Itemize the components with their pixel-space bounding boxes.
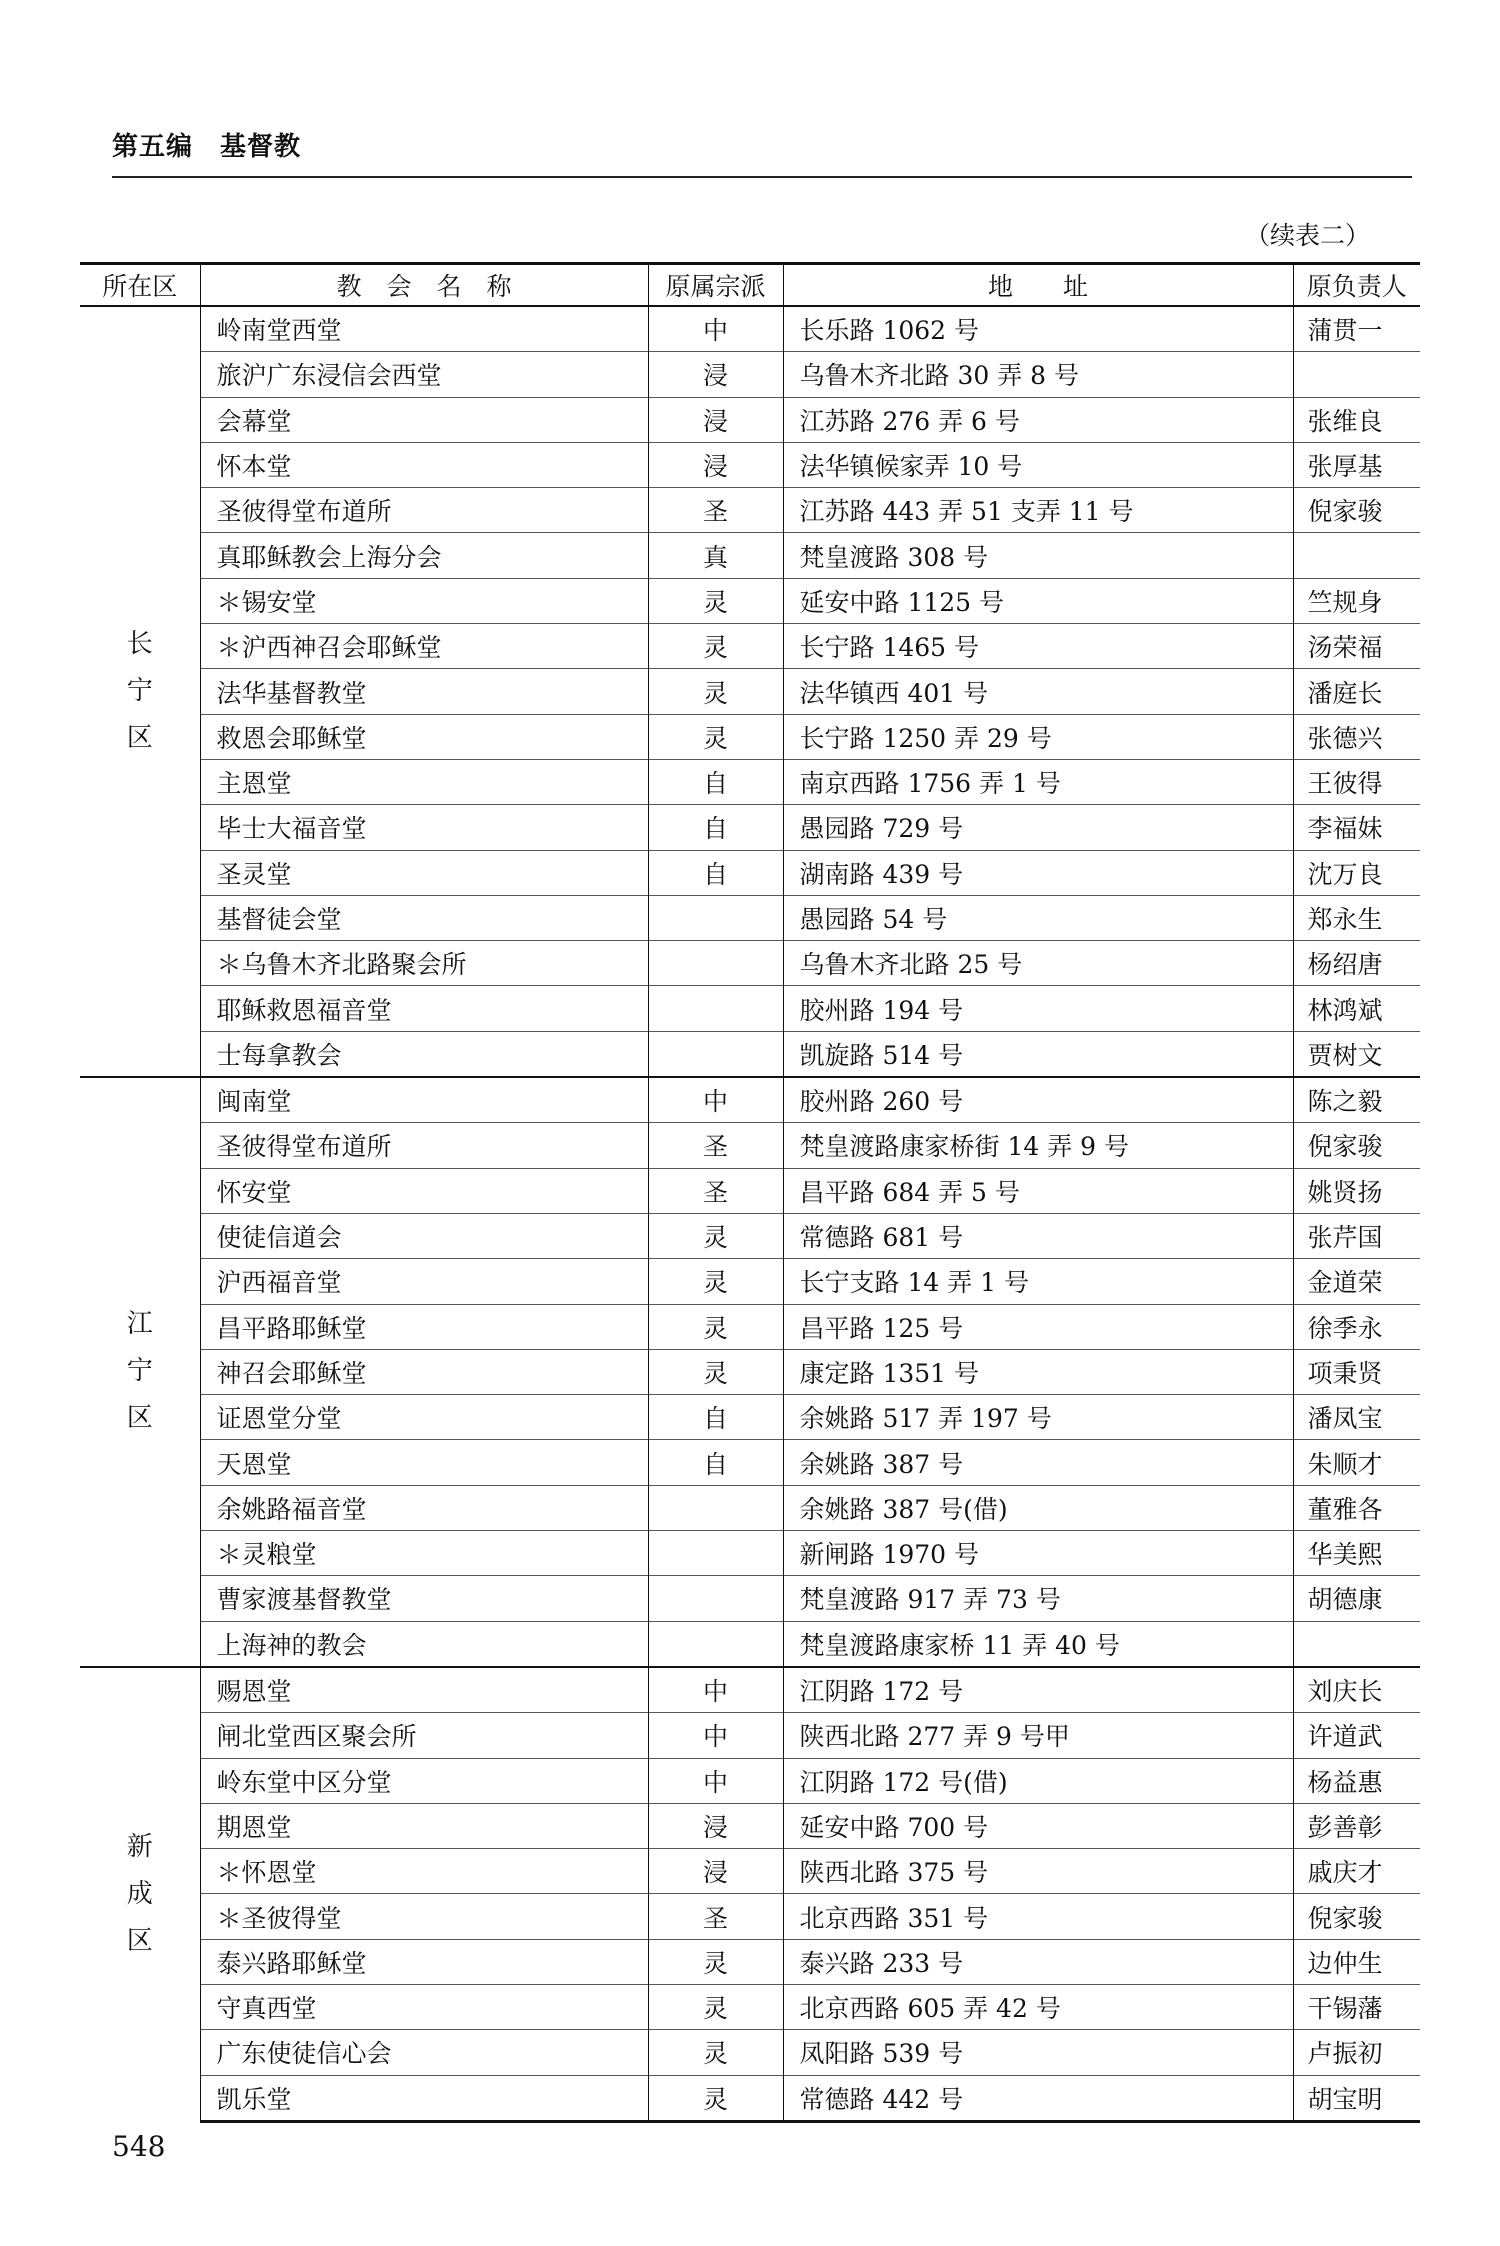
person-in-charge-cell: 张德兴: [1293, 714, 1420, 759]
address-cell: 凤阳路 539 号: [783, 2030, 1293, 2075]
table-row: [80, 805, 1420, 850]
person-in-charge-cell: 陈之毅: [1293, 1077, 1420, 1123]
address-cell: 常德路 681 号: [783, 1213, 1293, 1258]
address-cell: 余姚路 387 号(借): [783, 1485, 1293, 1530]
table-row: [80, 488, 1420, 533]
church-name-cell: 岭南堂西堂: [200, 306, 648, 352]
person-in-charge-cell: 胡宝明: [1293, 2075, 1420, 2121]
denomination-cell: [648, 1531, 783, 1576]
address-cell: 江苏路 443 弄 51 支弄 11 号: [783, 488, 1293, 533]
address-cell: 新闸路 1970 号: [783, 1531, 1293, 1576]
church-name-cell: 闸北堂西区聚会所: [200, 1713, 648, 1758]
address-cell: 延安中路 700 号: [783, 1803, 1293, 1848]
table-row: [80, 1984, 1420, 2029]
person-in-charge-cell: 朱顺才: [1293, 1440, 1420, 1485]
denomination-cell: 灵: [648, 714, 783, 759]
table-row: [80, 1667, 1420, 1713]
church-name-cell: 圣彼得堂布道所: [200, 1123, 648, 1168]
church-name-cell: 圣灵堂: [200, 850, 648, 895]
table-row: [80, 895, 1420, 940]
denomination-cell: 自: [648, 805, 783, 850]
church-name-cell: 怀安堂: [200, 1168, 648, 1213]
person-in-charge-cell: 彭善彰: [1293, 1803, 1420, 1848]
table-row: [80, 1440, 1420, 1485]
person-in-charge-cell: 潘庭长: [1293, 669, 1420, 714]
person-in-charge-cell: 华美熙: [1293, 1531, 1420, 1576]
denomination-cell: 灵: [648, 2075, 783, 2121]
denomination-cell: 中: [648, 306, 783, 352]
table-row: [80, 1758, 1420, 1803]
table-row: [80, 1123, 1420, 1168]
church-name-cell: 期恩堂: [200, 1803, 648, 1848]
district-label-char: 江: [126, 1309, 153, 1340]
address-cell: 江阴路 172 号(借): [783, 1758, 1293, 1803]
table-row: [80, 306, 1420, 352]
address-cell: 江苏路 276 弄 6 号: [783, 397, 1293, 442]
address-cell: 江阴路 172 号: [783, 1667, 1293, 1713]
district-label-char: 宁: [126, 1356, 153, 1387]
address-cell: 昌平路 684 弄 5 号: [783, 1168, 1293, 1213]
address-cell: 愚园路 729 号: [783, 805, 1293, 850]
table-row: [80, 1621, 1420, 1667]
district-label-char: 新: [126, 1832, 153, 1863]
table-row: [80, 1531, 1420, 1576]
denomination-cell: [648, 1031, 783, 1077]
denomination-cell: 灵: [648, 2030, 783, 2075]
district-cell: [80, 1667, 200, 2121]
district-label-char: 区: [126, 1926, 153, 1957]
table-row: [80, 2075, 1420, 2121]
address-cell: 长宁路 1250 弄 29 号: [783, 714, 1293, 759]
address-cell: 南京西路 1756 弄 1 号: [783, 759, 1293, 804]
church-name-cell: 岭东堂中区分堂: [200, 1758, 648, 1803]
church-name-cell: ＊灵粮堂: [200, 1531, 648, 1576]
table-header-row: [80, 264, 1420, 307]
denomination-cell: 浸: [648, 1803, 783, 1848]
address-cell: 胶州路 260 号: [783, 1077, 1293, 1123]
table-row: [80, 1849, 1420, 1894]
address-cell: 湖南路 439 号: [783, 850, 1293, 895]
church-name-cell: 真耶稣教会上海分会: [200, 533, 648, 578]
continued-label: （续表二）: [1244, 221, 1370, 250]
denomination-cell: 自: [648, 1395, 783, 1440]
denomination-cell: 灵: [648, 669, 783, 714]
denomination-cell: [648, 986, 783, 1031]
denomination-cell: 自: [648, 1440, 783, 1485]
district-label-char: 成: [126, 1879, 153, 1910]
table-row: [80, 1803, 1420, 1848]
church-name-cell: 证恩堂分堂: [200, 1395, 648, 1440]
church-name-cell: ＊沪西神召会耶稣堂: [200, 624, 648, 669]
address-cell: 北京西路 605 弄 42 号: [783, 1984, 1293, 2029]
table-row: [80, 442, 1420, 487]
church-name-cell: ＊圣彼得堂: [200, 1894, 648, 1939]
person-in-charge-cell: 张厚基: [1293, 442, 1420, 487]
denomination-cell: 灵: [648, 1213, 783, 1258]
address-cell: 梵皇渡路 308 号: [783, 533, 1293, 578]
address-cell: 陕西北路 375 号: [783, 1849, 1293, 1894]
address-cell: 余姚路 517 弄 197 号: [783, 1395, 1293, 1440]
church-table: [80, 262, 1420, 2123]
church-name-cell: 闽南堂: [200, 1077, 648, 1123]
church-name-cell: ＊怀恩堂: [200, 1849, 648, 1894]
table-row: [80, 1485, 1420, 1530]
church-name-cell: 法华基督教堂: [200, 669, 648, 714]
address-cell: 长宁路 1465 号: [783, 624, 1293, 669]
address-cell: 长乐路 1062 号: [783, 306, 1293, 352]
table-row: [80, 533, 1420, 578]
denomination-cell: 中: [648, 1713, 783, 1758]
church-name-cell: ＊锡安堂: [200, 578, 648, 623]
person-in-charge-cell: 沈万良: [1293, 850, 1420, 895]
person-in-charge-cell: 金道荣: [1293, 1259, 1420, 1304]
denomination-cell: 圣: [648, 488, 783, 533]
section-header: 第五编 基督教: [112, 132, 302, 162]
table-row: [80, 1349, 1420, 1394]
church-name-cell: 曹家渡基督教堂: [200, 1576, 648, 1621]
table-row: [80, 352, 1420, 397]
table-row: [80, 1077, 1420, 1123]
denomination-cell: 灵: [648, 578, 783, 623]
person-in-charge-cell: 贾树文: [1293, 1031, 1420, 1077]
table-row: [80, 578, 1420, 623]
denomination-cell: [648, 1485, 783, 1530]
table-row: [80, 1395, 1420, 1440]
person-in-charge-cell: 姚贤扬: [1293, 1168, 1420, 1213]
denomination-cell: 真: [648, 533, 783, 578]
table-row: [80, 759, 1420, 804]
person-in-charge-cell: 卢振初: [1293, 2030, 1420, 2075]
address-cell: 梵皇渡路康家桥街 14 弄 9 号: [783, 1123, 1293, 1168]
church-name-cell: 圣彼得堂布道所: [200, 488, 648, 533]
column-header-person-in-charge: 原负责人: [1293, 264, 1420, 307]
person-in-charge-cell: [1293, 352, 1420, 397]
church-name-cell: 基督徒会堂: [200, 895, 648, 940]
address-cell: 愚园路 54 号: [783, 895, 1293, 940]
denomination-cell: 浸: [648, 397, 783, 442]
table-row: [80, 1576, 1420, 1621]
address-cell: 凯旋路 514 号: [783, 1031, 1293, 1077]
denomination-cell: 中: [648, 1077, 783, 1123]
person-in-charge-cell: 郑永生: [1293, 895, 1420, 940]
person-in-charge-cell: 王彼得: [1293, 759, 1420, 804]
page-number: 548: [112, 2130, 166, 2163]
table-row: [80, 1168, 1420, 1213]
church-name-cell: 上海神的教会: [200, 1621, 648, 1667]
district-label-char: 区: [126, 1403, 153, 1434]
person-in-charge-cell: 林鸿斌: [1293, 986, 1420, 1031]
table-row: [80, 2030, 1420, 2075]
church-name-cell: 昌平路耶稣堂: [200, 1304, 648, 1349]
church-name-cell: 凯乐堂: [200, 2075, 648, 2121]
table-row: [80, 714, 1420, 759]
denomination-cell: 浸: [648, 442, 783, 487]
person-in-charge-cell: 张芹国: [1293, 1213, 1420, 1258]
table-row: [80, 1259, 1420, 1304]
address-cell: 梵皇渡路 917 弄 73 号: [783, 1576, 1293, 1621]
table-row: [80, 1304, 1420, 1349]
church-name-cell: 耶稣救恩福音堂: [200, 986, 648, 1031]
district-cell: [80, 1077, 200, 1667]
church-name-cell: 守真西堂: [200, 1984, 648, 2029]
person-in-charge-cell: 胡德康: [1293, 1576, 1420, 1621]
table-row: [80, 1939, 1420, 1984]
church-name-cell: 毕士大福音堂: [200, 805, 648, 850]
denomination-cell: 灵: [648, 1259, 783, 1304]
person-in-charge-cell: 杨绍唐: [1293, 941, 1420, 986]
church-name-cell: ＊乌鲁木齐北路聚会所: [200, 941, 648, 986]
denomination-cell: 圣: [648, 1894, 783, 1939]
denomination-cell: [648, 1621, 783, 1667]
church-name-cell: 使徒信道会: [200, 1213, 648, 1258]
address-cell: 常德路 442 号: [783, 2075, 1293, 2121]
column-header-denomination: 原属宗派: [648, 264, 783, 307]
denomination-cell: 浸: [648, 1849, 783, 1894]
denomination-cell: 圣: [648, 1168, 783, 1213]
person-in-charge-cell: [1293, 533, 1420, 578]
district-label-char: 区: [126, 723, 153, 754]
address-cell: 陕西北路 277 弄 9 号甲: [783, 1713, 1293, 1758]
address-cell: 长宁支路 14 弄 1 号: [783, 1259, 1293, 1304]
table-row: [80, 941, 1420, 986]
table-body: [80, 306, 1420, 2121]
church-name-cell: 广东使徒信心会: [200, 2030, 648, 2075]
denomination-cell: 灵: [648, 1304, 783, 1349]
denomination-cell: 圣: [648, 1123, 783, 1168]
church-name-cell: 赐恩堂: [200, 1667, 648, 1713]
address-cell: 法华镇候家弄 10 号: [783, 442, 1293, 487]
person-in-charge-cell: 李福妹: [1293, 805, 1420, 850]
address-cell: 泰兴路 233 号: [783, 1939, 1293, 1984]
address-cell: 康定路 1351 号: [783, 1349, 1293, 1394]
table-row: [80, 624, 1420, 669]
denomination-cell: [648, 1576, 783, 1621]
table-row: [80, 1713, 1420, 1758]
church-name-cell: 旅沪广东浸信会西堂: [200, 352, 648, 397]
address-cell: 梵皇渡路康家桥 11 弄 40 号: [783, 1621, 1293, 1667]
person-in-charge-cell: 蒲贯一: [1293, 306, 1420, 352]
person-in-charge-cell: [1293, 1621, 1420, 1667]
district-label-char: 宁: [126, 676, 153, 707]
address-cell: 胶州路 194 号: [783, 986, 1293, 1031]
denomination-cell: 自: [648, 759, 783, 804]
church-name-cell: 余姚路福音堂: [200, 1485, 648, 1530]
person-in-charge-cell: 刘庆长: [1293, 1667, 1420, 1713]
denomination-cell: 灵: [648, 624, 783, 669]
church-name-cell: 泰兴路耶稣堂: [200, 1939, 648, 1984]
column-header-church-name: 教 会 名 称: [200, 264, 648, 307]
address-cell: 乌鲁木齐北路 30 弄 8 号: [783, 352, 1293, 397]
person-in-charge-cell: 许道武: [1293, 1713, 1420, 1758]
table-row: [80, 986, 1420, 1031]
table-row: [80, 397, 1420, 442]
church-name-cell: 怀本堂: [200, 442, 648, 487]
address-cell: 乌鲁木齐北路 25 号: [783, 941, 1293, 986]
address-cell: 余姚路 387 号: [783, 1440, 1293, 1485]
person-in-charge-cell: 干锡藩: [1293, 1984, 1420, 2029]
church-name-cell: 主恩堂: [200, 759, 648, 804]
table-row: [80, 1894, 1420, 1939]
church-name-cell: 救恩会耶稣堂: [200, 714, 648, 759]
person-in-charge-cell: 董雅各: [1293, 1485, 1420, 1530]
church-name-cell: 天恩堂: [200, 1440, 648, 1485]
person-in-charge-cell: 倪家骏: [1293, 1894, 1420, 1939]
address-cell: 延安中路 1125 号: [783, 578, 1293, 623]
header-rule: [112, 176, 1412, 178]
denomination-cell: [648, 941, 783, 986]
denomination-cell: 浸: [648, 352, 783, 397]
table-row: [80, 669, 1420, 714]
person-in-charge-cell: 张维良: [1293, 397, 1420, 442]
denomination-cell: 自: [648, 850, 783, 895]
person-in-charge-cell: 倪家骏: [1293, 1123, 1420, 1168]
table-row: [80, 1213, 1420, 1258]
table-row: [80, 1031, 1420, 1077]
address-cell: 法华镇西 401 号: [783, 669, 1293, 714]
person-in-charge-cell: 项秉贤: [1293, 1349, 1420, 1394]
denomination-cell: 灵: [648, 1349, 783, 1394]
denomination-cell: 中: [648, 1667, 783, 1713]
denomination-cell: 灵: [648, 1939, 783, 1984]
person-in-charge-cell: 倪家骏: [1293, 488, 1420, 533]
denomination-cell: 中: [648, 1758, 783, 1803]
person-in-charge-cell: 徐季永: [1293, 1304, 1420, 1349]
district-label-char: 长: [126, 629, 153, 660]
person-in-charge-cell: 边仲生: [1293, 1939, 1420, 1984]
church-name-cell: 神召会耶稣堂: [200, 1349, 648, 1394]
person-in-charge-cell: 汤荣福: [1293, 624, 1420, 669]
district-cell: [80, 306, 200, 1077]
denomination-cell: [648, 895, 783, 940]
person-in-charge-cell: 竺规身: [1293, 578, 1420, 623]
person-in-charge-cell: 杨益惠: [1293, 1758, 1420, 1803]
church-name-cell: 会幕堂: [200, 397, 648, 442]
column-header-address: 地 址: [783, 264, 1293, 307]
column-header-district: 所在区: [80, 264, 200, 307]
table-row: [80, 850, 1420, 895]
church-name-cell: 士每拿教会: [200, 1031, 648, 1077]
address-cell: 北京西路 351 号: [783, 1894, 1293, 1939]
person-in-charge-cell: 潘凤宝: [1293, 1395, 1420, 1440]
address-cell: 昌平路 125 号: [783, 1304, 1293, 1349]
church-name-cell: 沪西福音堂: [200, 1259, 648, 1304]
denomination-cell: 灵: [648, 1984, 783, 2029]
person-in-charge-cell: 戚庆才: [1293, 1849, 1420, 1894]
